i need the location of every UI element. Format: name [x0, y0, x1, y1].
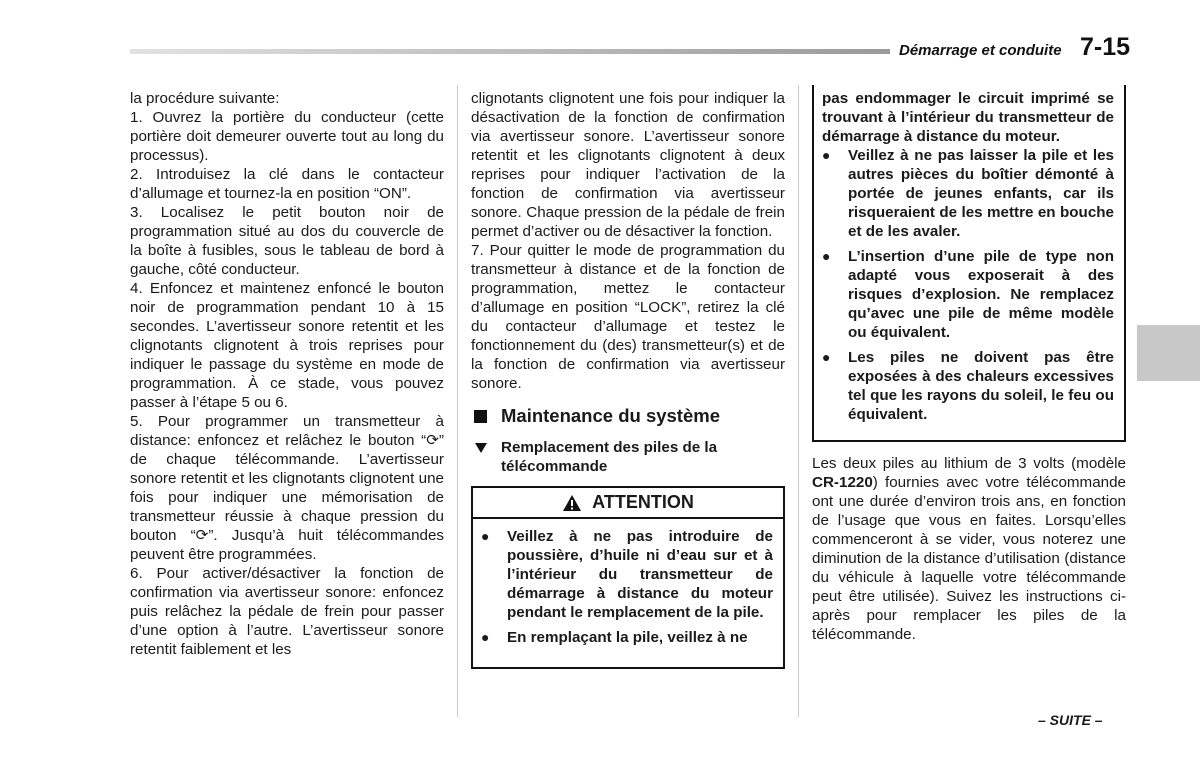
caution-list [822, 146, 1114, 424]
battery-paragraph [812, 454, 1126, 644]
bullet-icon: ● [481, 629, 490, 645]
step-1: 1. Ouvrez la portière du conducteur (cette portière doit demeurer ouverte tout au long du processus). [130, 109, 444, 164]
triangle-bullet-icon [475, 443, 487, 453]
section-title-text: Maintenance du système [501, 405, 720, 426]
attention-label: ATTENTION [592, 492, 694, 512]
paragraph: la procédure suivante: [130, 90, 280, 107]
continued-label: – SUITE – [1038, 712, 1103, 728]
attention-header [473, 488, 783, 519]
paragraph-text: Les deux piles au lithium de 3 volts (modèle [812, 455, 1126, 472]
caution-continuation: pas endommager le circuit imprimé se trouvant à l’intérieur du transmetteur de démarrage à distance du moteur. [822, 90, 1114, 145]
chapter-thumb-tab [1137, 325, 1200, 381]
list-item: ● Veillez à ne pas laisser la pile et les autres pièces du boîtier démonté à portée de jeunes enfants, car ils risqueraient de les mettre en bouche et de les avaler. [822, 147, 1114, 240]
attention-list [473, 519, 783, 647]
step-6: 6. Pour activer/désactiver la fonction de confirmation via avertisseur sonore: enfoncez puis relâchez la pédale de frein pour passer d’une option à l’autre. L’avertisseur sonore retentit faiblement et les [130, 565, 444, 658]
column-1 [130, 89, 444, 659]
attention-box-continued [812, 85, 1126, 442]
step-2: 2. Introduisez la clé dans le contacteur d’allumage et tournez-la en position “ON”. [130, 166, 444, 202]
column-divider [457, 85, 458, 717]
paragraph: clignotants clignotent une fois pour indiquer la désactivation de la fonction de confirmation via avertisseur sonore. L’avertisseur sonore retentit et les clignotants clignotent à deux reprises pour indiquer l’activation de la fonction de confirmation via avertisseur sonore. Chaque pression de la pédale de frein permet d’activer ou de désactiver la fonction. [471, 90, 785, 240]
battery-model: CR-1220 [812, 474, 873, 491]
step-5: 5. Pour programmer un transmetteur à distance: enfoncez et relâchez le bouton “⟳” de chaque télécommande. L’avertisseur sonore retentit et les clignotants clignotent une fois pour indiquer une mémorisation de transmetteur réussie à chaque pression du bouton “⟳”. Jusqu’à huit télécommandes peuvent être programmées. [130, 413, 444, 563]
page-number: 7-15 [1080, 33, 1131, 61]
list-item: ● L’insertion d’une pile de type non adapté vous exposerait à des risques d’explosion. Ne remplacez qu’avec une pile de même modèle ou équivalent. [822, 248, 1114, 341]
step-3: 3. Localisez le petit bouton noir de programmation situé au dos du couvercle de la boîte à fusibles, sous le tableau de bord à gauche, côté conducteur. [130, 204, 444, 278]
list-item: ● Veillez à ne pas introduire de poussière, d’huile ni d’eau sur et à l’intérieur du transmetteur de démarrage à distance du moteur pendant le remplacement de la pile. [481, 528, 773, 621]
bullet-icon: ● [822, 147, 831, 163]
square-bullet-icon [474, 410, 487, 423]
bullet-icon: ● [822, 349, 831, 365]
list-item: ● Les piles ne doivent pas être exposées à des chaleurs excessives tel que les rayons du soleil, le feu ou équivalent. [822, 349, 1114, 423]
warning-icon [562, 494, 582, 512]
column-3 [812, 89, 1126, 644]
column-divider [798, 85, 799, 717]
list-item: ● En remplaçant la pile, veillez à ne [481, 629, 748, 646]
step-4: 4. Enfoncez et maintenez enfoncé le bouton noir de programmation pendant 10 à 15 secondes. L’avertisseur sonore retentit et les clignotants clignotent à trois reprises pour indiquer le passage du système en mode de programmation. À ce stade, vous pouvez passer à l’étape 5 ou 6. [130, 280, 444, 411]
step-7: 7. Pour quitter le mode de programmation du transmetteur à distance et de la fonction de programmation, mettez le contacteur d’allumage en position “LOCK”, retirez la clé du contacteur d’allumage et testez le fonctionnement du (des) transmetteur(s) et de la fonction de confirmation via avertisseur sonore. [471, 242, 785, 392]
paragraph-text: ) fournies avec votre télécommande ont une durée d’environ trois ans, en fonction de l’usage que vous en faites. Lorsqu’elles commenceront à se vider, vous noterez une diminution de la distance d’utilisation (distance du véhicule à laquelle votre télécommande peut être utilisée). Suivez les instructions ci-après pour remplacer les piles de la télécommande. [812, 474, 1126, 643]
bullet-icon: ● [481, 528, 490, 544]
bullet-icon: ● [822, 248, 831, 264]
header-section-title: Démarrage et conduite [899, 42, 1062, 59]
subsection-title [471, 438, 785, 476]
header-rule [130, 49, 890, 54]
column-2 [471, 89, 785, 669]
attention-box [471, 486, 785, 669]
subsection-title-text: Remplacement des piles de la télécommande [501, 439, 718, 475]
section-title [471, 404, 785, 428]
